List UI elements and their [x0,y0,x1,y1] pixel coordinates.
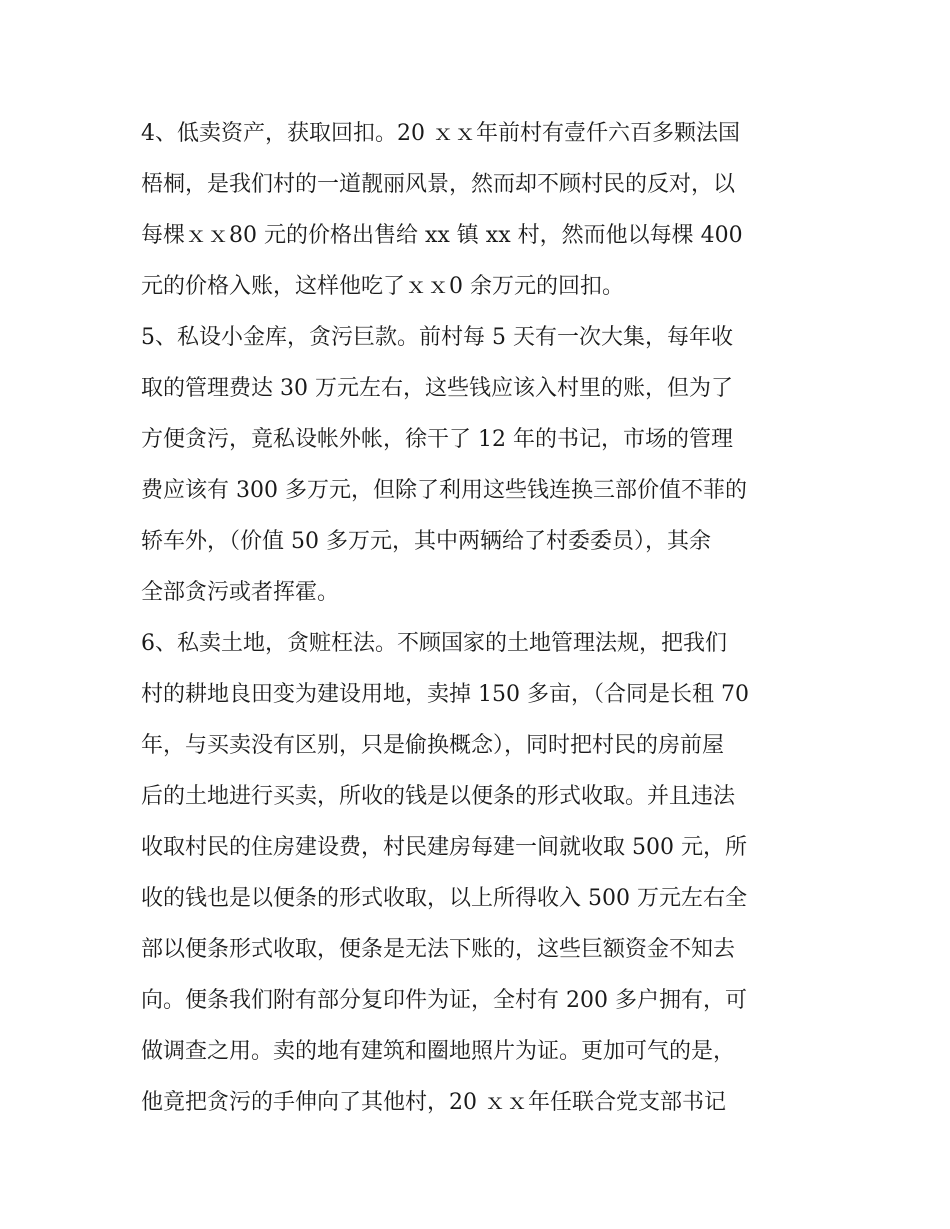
text-line: 轿车外，（价值 50 多万元，其中两辆给了村委委员），其余 [141,529,711,554]
text-line: 方便贪污，竟私设帐外帐，徐干了 12 年的书记，市场的管理 [141,427,733,452]
text-line: 5、私设小金库，贪污巨款。前村每 5 天有一次大集，每年收 [141,325,733,350]
text-line: 后的土地进行买卖，所收的钱是以便条的形式收取。并且违法 [141,784,736,809]
text-line: 6、私卖土地，贪赃枉法。不顾国家的土地管理法规，把我们 [141,631,727,656]
text-line: 做调查之用。卖的地有建筑和圈地照片为证。更加可气的是， [141,1039,736,1064]
text-line: 他竟把贪污的手伸向了其他村，20 ｘｘ年任联合党支部书记 [141,1090,726,1115]
text-line: 向。便条我们附有部分复印件为证，全村有 200 多户拥有，可 [141,988,747,1013]
text-line: 年，与买卖没有区别，只是偷换概念），同时把村民的房前屋 [141,733,725,758]
text-line: 收的钱也是以便条的形式收取，以上所得收入 500 万元左右全 [141,886,747,911]
text-line: 元的价格入账，这样他吃了ｘｘ0 余万元的回扣。 [141,274,624,299]
text-line: 取的管理费达 30 万元左右，这些钱应该入村里的账，但为了 [141,376,733,401]
text-line: 梧桐，是我们村的一道靓丽风景，然而却不顾村民的反对，以 [141,172,736,197]
text-line: 部以便条形式收取，便条是无法下账的，这些巨额资金不知去 [141,937,736,962]
text-line: 村的耕地良田变为建设用地，卖掉 150 多亩，（合同是长租 70 [141,682,749,707]
text-line: 收取村民的住房建设费，村民建房每建一间就收取 500 元，所 [141,835,747,860]
text-line: 全部贪污或者挥霍。 [141,580,340,605]
text-line: 每棵ｘｘ80 元的价格出售给 xx 镇 xx 村，然而他以每棵 400 [141,223,743,248]
text-line: 4、低卖资产，获取回扣。20 ｘｘ年前村有壹仟六百多颗法国 [141,121,740,146]
document-body [141,108,821,1128]
text-line: 费应该有 300 多万元，但除了利用这些钱连换三部价值不菲的 [141,478,747,503]
